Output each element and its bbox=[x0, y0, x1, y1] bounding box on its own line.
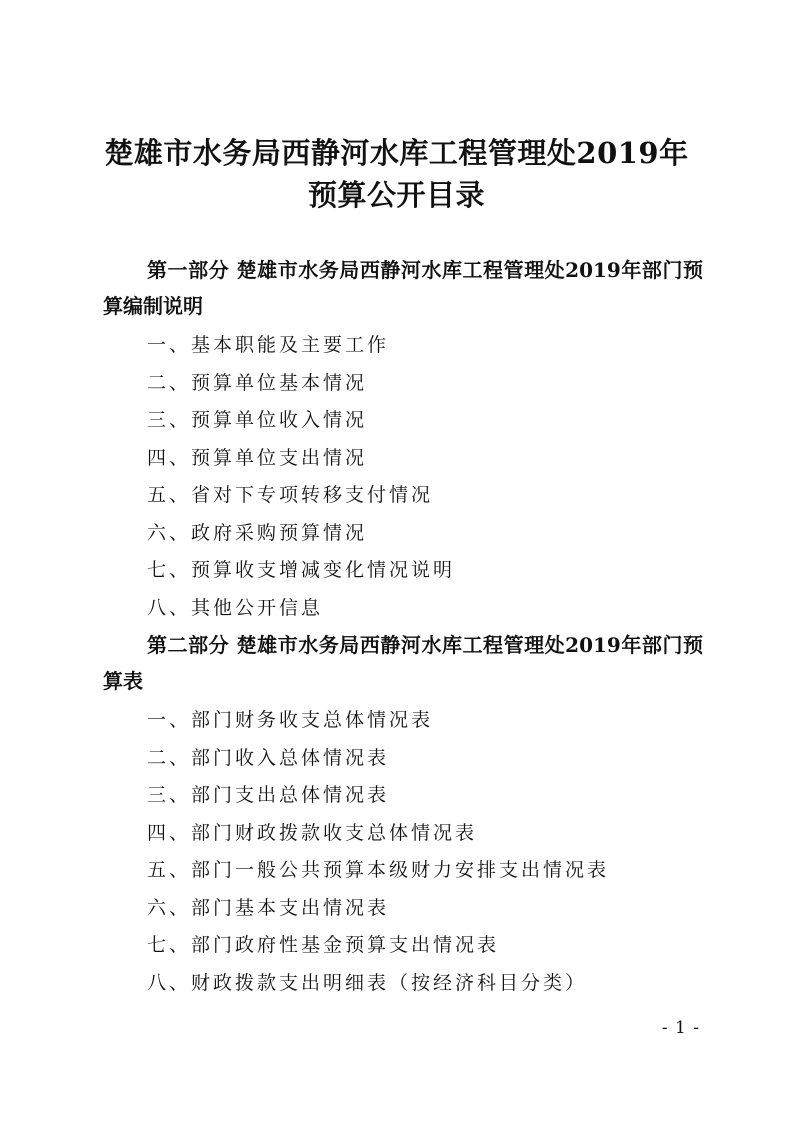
toc-item: 二、部门收入总体情况表 bbox=[147, 746, 390, 769]
page-number: - 1 - bbox=[661, 1018, 700, 1038]
toc-item: 五、省对下专项转移支付情况 bbox=[147, 484, 434, 506]
toc-item: 三、部门支出总体情况表 bbox=[147, 784, 390, 806]
toc-item: 七、部门政府性基金预算支出情况表 bbox=[147, 934, 500, 956]
toc-item: 二、预算单位基本情况 bbox=[147, 371, 368, 394]
toc-item: 六、部门基本支出情况表 bbox=[147, 896, 390, 919]
toc-item: 三、预算单位收入情况 bbox=[147, 409, 368, 431]
toc-item: 六、政府采购预算情况 bbox=[147, 521, 368, 544]
part-2-list bbox=[147, 702, 609, 1002]
toc-item: 一、基本职能及主要工作 bbox=[147, 334, 390, 356]
toc-item: 七、预算收支增减变化情况说明 bbox=[147, 559, 456, 581]
toc-item: 四、预算单位支出情况 bbox=[147, 446, 368, 469]
toc-item: 四、部门财政拨款收支总体情况表 bbox=[147, 821, 478, 844]
toc-item: 八、其他公开信息 bbox=[147, 596, 324, 619]
document-title: 楚雄市水务局西静河水库工程管理处2019年预算公开目录 bbox=[104, 136, 689, 212]
part-1-list bbox=[147, 327, 455, 627]
toc-item: 一、部门财务收支总体情况表 bbox=[147, 709, 434, 731]
toc-item: 五、部门一般公共预算本级财力安排支出情况表 bbox=[147, 859, 610, 881]
part-1-heading: 第一部分 楚雄市水务局西静河水库工程管理处2019年部门预算编制说明 bbox=[103, 258, 703, 318]
toc-item: 八、财政拨款支出明细表（按经济科目分类） bbox=[147, 971, 588, 994]
part-2-heading: 第二部分 楚雄市水务局西静河水库工程管理处2019年部门预算表 bbox=[103, 633, 703, 693]
